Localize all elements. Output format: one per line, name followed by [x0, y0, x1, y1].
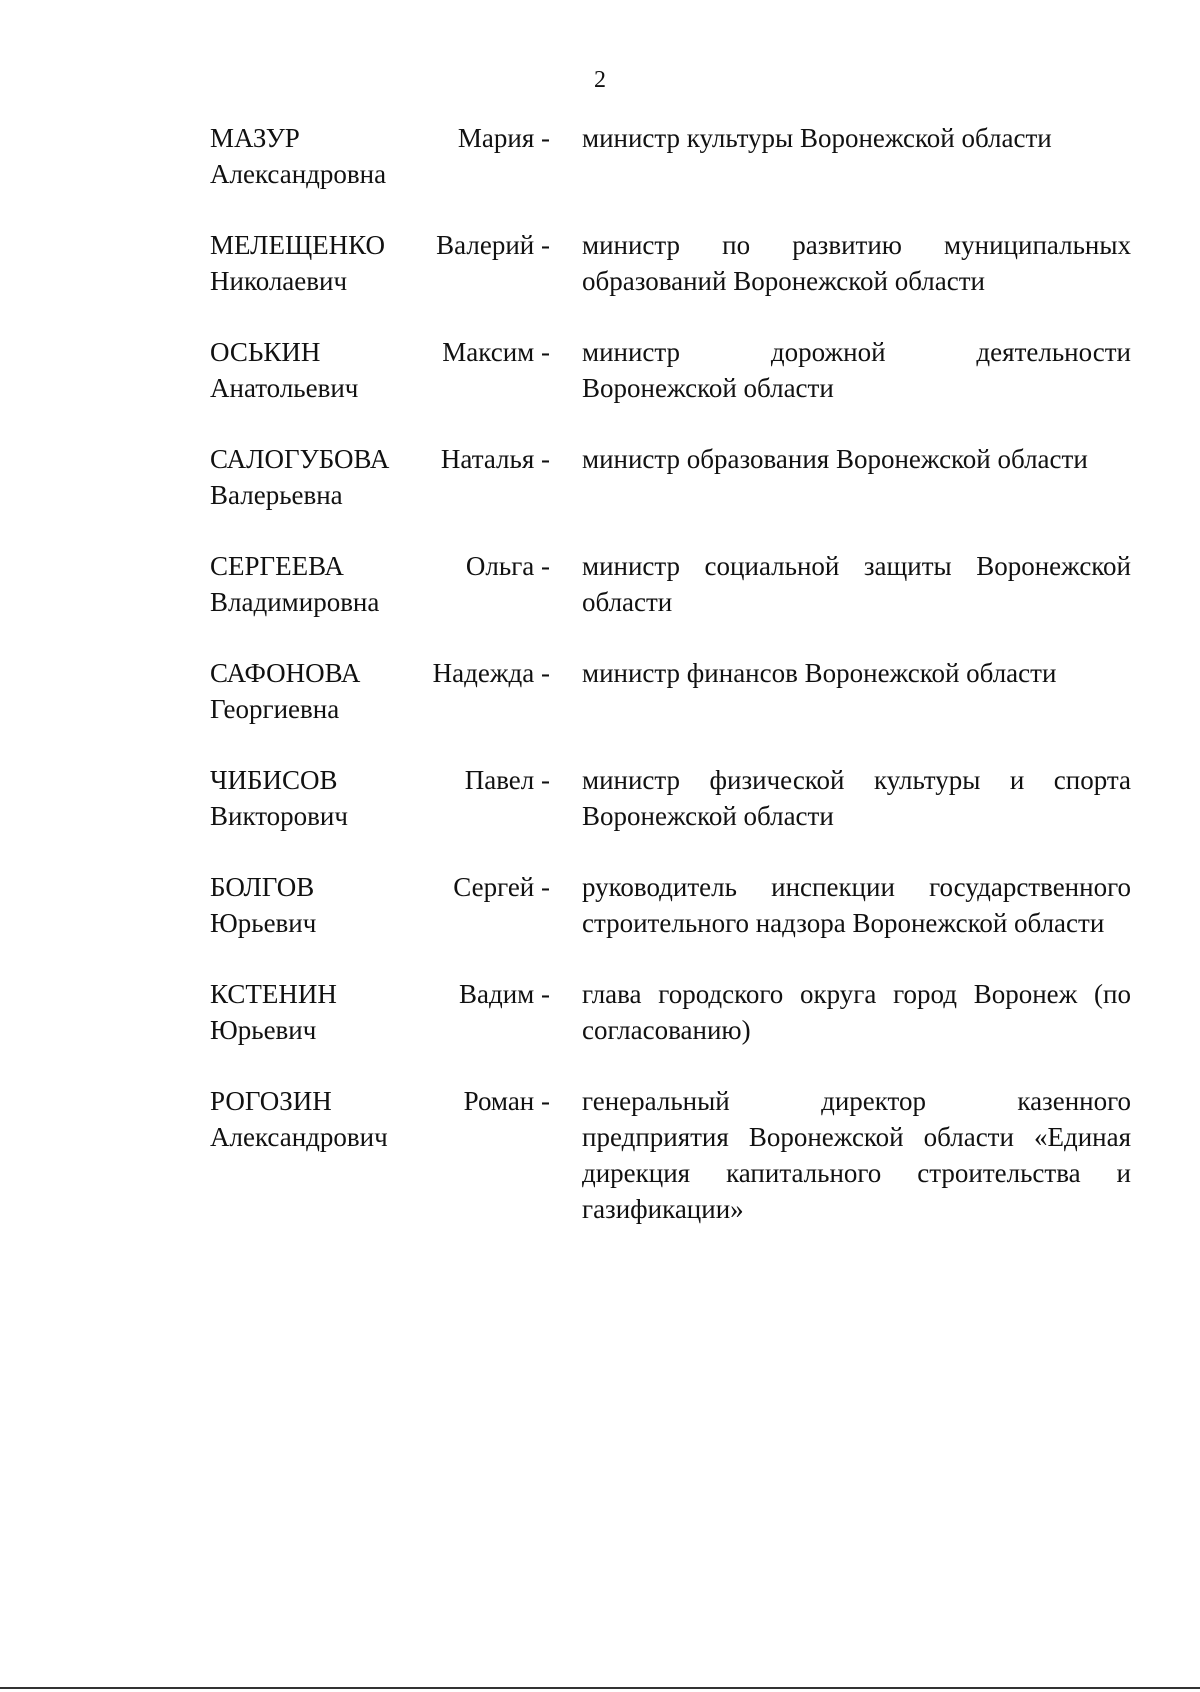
member-name: [210, 655, 550, 727]
member-patronymic: Валерьевна: [210, 480, 343, 510]
position-line: генеральный директор казенного: [582, 1086, 1131, 1116]
member-name-line: [210, 548, 550, 584]
member-position: [582, 655, 1131, 691]
member-name: [210, 869, 550, 941]
page-number: 2: [594, 67, 606, 93]
member-entry: [210, 548, 1131, 620]
member-position: [582, 1083, 1131, 1227]
member-patronymic: Юрьевич: [210, 908, 317, 938]
position-line: министр по развитию муниципальных: [582, 230, 1131, 260]
member-entry: [210, 227, 1131, 299]
member-name-line: [210, 869, 550, 905]
member-entry: [210, 120, 1131, 192]
member-first-name: Максим -: [442, 337, 550, 367]
position-line: области: [582, 587, 673, 617]
member-patronymic: Георгиевна: [210, 694, 340, 724]
member-list: [210, 120, 1131, 1262]
member-first-name: Сергей -: [453, 872, 550, 902]
member-entry: [210, 655, 1131, 727]
position-line: министр образования Воронежской области: [582, 444, 1088, 474]
member-position: [582, 120, 1131, 156]
position-line: министр физической культуры и спорта: [582, 765, 1131, 795]
position-line: образований Воронежской области: [582, 266, 985, 296]
member-entry: [210, 762, 1131, 834]
member-entry: [210, 334, 1131, 406]
member-patronymic: Владимировна: [210, 587, 380, 617]
member-first-name: Валерий -: [436, 230, 550, 260]
member-name: [210, 334, 550, 406]
position-line: строительного надзора Воронежской области: [582, 908, 1105, 938]
member-patronymic: Анатольевич: [210, 373, 359, 403]
member-name: [210, 548, 550, 620]
member-name-line: [210, 655, 550, 691]
page-bottom-rule: [0, 1687, 1200, 1689]
position-line: согласованию): [582, 1015, 751, 1045]
member-surname: ОСЬКИН: [210, 337, 321, 367]
member-entry: [210, 1083, 1131, 1227]
position-line: министр дорожной деятельности: [582, 337, 1131, 367]
member-entry: [210, 869, 1131, 941]
member-surname: МЕЛЕЩЕНКО: [210, 230, 386, 260]
member-position: [582, 334, 1131, 406]
member-first-name: Ольга -: [465, 551, 550, 581]
member-name: [210, 227, 550, 299]
member-position: [582, 227, 1131, 299]
member-patronymic: Александрович: [210, 1122, 388, 1152]
member-first-name: Вадим -: [458, 979, 550, 1009]
member-patronymic: Викторович: [210, 801, 348, 831]
member-patronymic: Николаевич: [210, 266, 348, 296]
member-position: [582, 869, 1131, 941]
member-surname: КСТЕНИН: [210, 979, 337, 1009]
member-patronymic: Юрьевич: [210, 1015, 317, 1045]
member-surname: МАЗУР: [210, 123, 300, 153]
member-name-line: [210, 441, 550, 477]
member-surname: СЕРГЕЕВА: [210, 551, 344, 581]
position-line: глава городского округа город Воронеж (по: [582, 979, 1131, 1009]
member-first-name: Надежда -: [432, 658, 550, 688]
position-line: газификации»: [582, 1194, 744, 1224]
member-first-name: Мария -: [457, 123, 550, 153]
position-line: Воронежской области: [582, 801, 834, 831]
member-position: [582, 441, 1131, 477]
member-patronymic: Александровна: [210, 159, 387, 189]
member-surname: САЛОГУБОВА: [210, 444, 390, 474]
position-line: министр финансов Воронежской области: [582, 658, 1057, 688]
position-line: предприятия Воронежской области «Единая: [582, 1122, 1131, 1152]
member-entry: [210, 976, 1131, 1048]
member-first-name: Наталья -: [440, 444, 550, 474]
member-name: [210, 120, 550, 192]
member-name: [210, 976, 550, 1048]
position-line: министр культуры Воронежской области: [582, 123, 1052, 153]
member-name: [210, 1083, 550, 1155]
member-surname: САФОНОВА: [210, 658, 361, 688]
member-name-line: [210, 976, 550, 1012]
member-first-name: Роман -: [463, 1086, 550, 1116]
member-name-line: [210, 120, 550, 156]
position-line: дирекция капитального строительства и: [582, 1158, 1131, 1188]
member-surname: ЧИБИСОВ: [210, 765, 338, 795]
member-position: [582, 976, 1131, 1048]
member-first-name: Павел -: [464, 765, 550, 795]
member-surname: РОГОЗИН: [210, 1086, 332, 1116]
member-name-line: [210, 227, 550, 263]
member-position: [582, 548, 1131, 620]
member-name-line: [210, 762, 550, 798]
member-entry: [210, 441, 1131, 513]
member-surname: БОЛГОВ: [210, 872, 315, 902]
member-name: [210, 441, 550, 513]
position-line: руководитель инспекции государственного: [582, 872, 1131, 902]
member-name-line: [210, 334, 550, 370]
member-name: [210, 762, 550, 834]
member-position: [582, 762, 1131, 834]
member-name-line: [210, 1083, 550, 1119]
position-line: министр социальной защиты Воронежской: [582, 551, 1131, 581]
position-line: Воронежской области: [582, 373, 834, 403]
